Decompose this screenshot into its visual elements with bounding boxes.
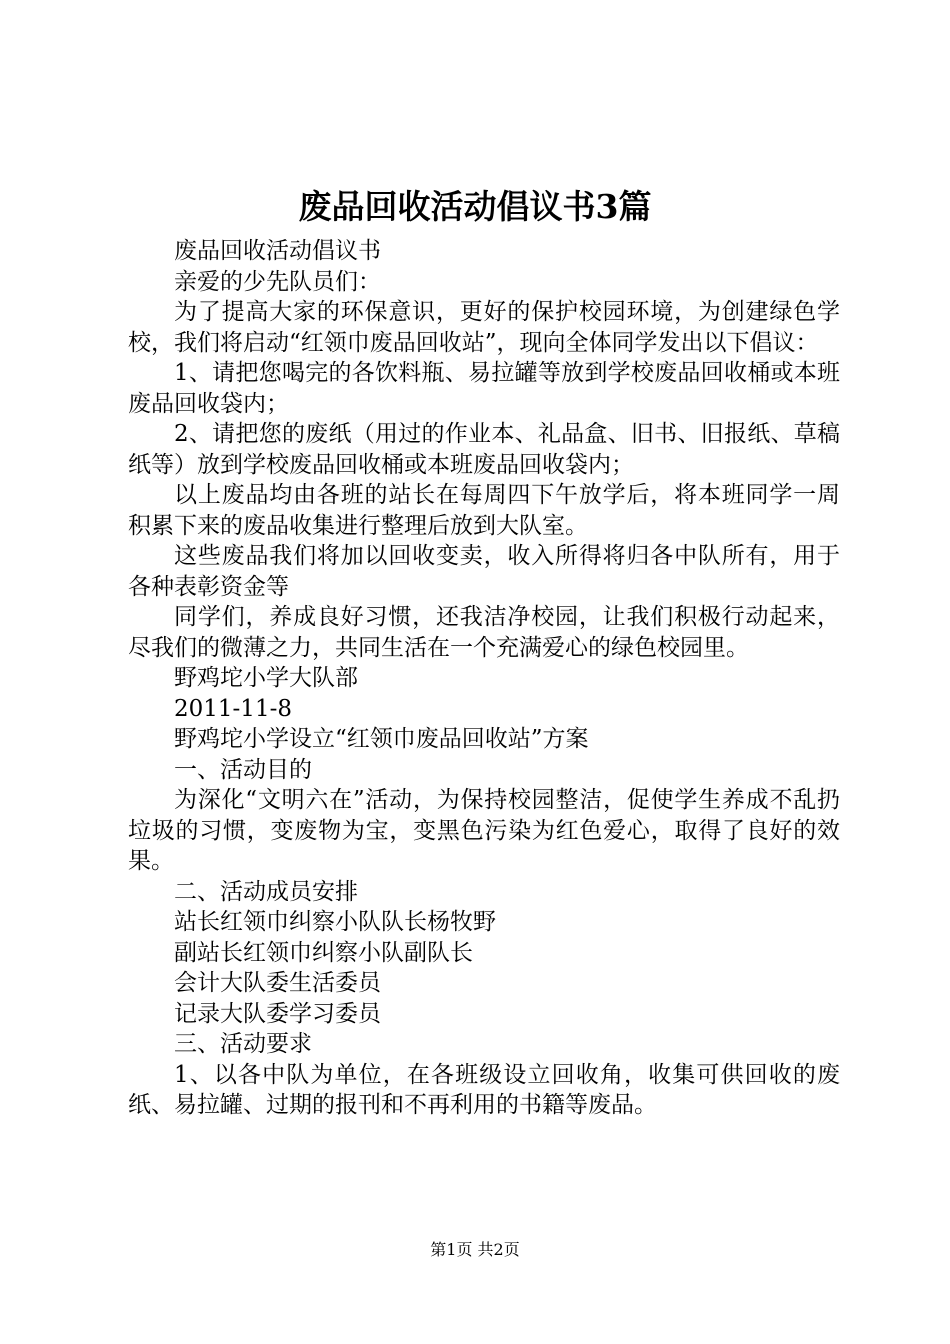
- paragraph: 1、请把您喝完的各饮料瓶、易拉罐等放到学校废品回收桶或本班废品回收袋内；: [128, 360, 840, 417]
- paragraph: 这些废品我们将加以回收变卖，收入所得将归各中队所有，用于各种表彰资金等: [128, 543, 840, 600]
- paragraph: 同学们，养成良好习惯，还我洁净校园，让我们积极行动起来，尽我们的微薄之力，共同生活在一个充满爱心的绿色校园里。: [128, 604, 840, 661]
- paragraph: 会计大队委生活委员: [174, 970, 381, 996]
- document-title: 废品回收活动倡议书3篇: [298, 187, 652, 226]
- paragraph: 站长红领巾纠察小队队长杨牧野: [174, 909, 496, 935]
- paragraph: 为了提高大家的环保意识，更好的保护校园环境，为创建绿色学校，我们将启动“红领巾废品回收站”，现向全体同学发出以下倡议：: [128, 299, 840, 356]
- paragraph: 1、以各中队为单位，在各班级设立回收角，收集可供回收的废纸、易拉罐、过期的报刊和不再利用的书籍等废品。: [128, 1061, 840, 1118]
- paragraph: 以上废品均由各班的站长在每周四下午放学后，将本班同学一周积累下来的废品收集进行整理后放到大队室。: [128, 482, 840, 539]
- paragraph: 2011-11-8: [174, 695, 292, 722]
- paragraph: 记录大队委学习委员: [174, 1000, 381, 1027]
- paragraph: 废品回收活动倡议书: [174, 238, 381, 264]
- paragraph: 野鸡坨小学大队部: [174, 665, 358, 691]
- paragraph: 三、活动要求: [174, 1031, 312, 1057]
- paragraph: 一、活动目的: [174, 756, 312, 783]
- paragraph: 二、活动成员安排: [174, 878, 358, 905]
- document-body: [128, 236, 840, 1121]
- paragraph: 为深化“文明六在”活动，为保持校园整洁，促使学生养成不乱扔垃圾的习惯，变废物为宝，变黑色污染为红色爱心，取得了良好的效果。: [128, 787, 840, 874]
- paragraph: 2、请把您的废纸（用过的作业本、礼品盒、旧书、旧报纸、草稿纸等）放到学校废品回收桶或本班废品回收袋内；: [128, 421, 840, 478]
- paragraph: 野鸡坨小学设立“红领巾废品回收站”方案: [174, 726, 589, 752]
- paragraph: 副站长红领巾纠察小队副队长: [174, 939, 473, 966]
- page-footer: 第1页 共2页: [430, 1240, 520, 1259]
- paragraph: 亲爱的少先队员们：: [174, 268, 381, 295]
